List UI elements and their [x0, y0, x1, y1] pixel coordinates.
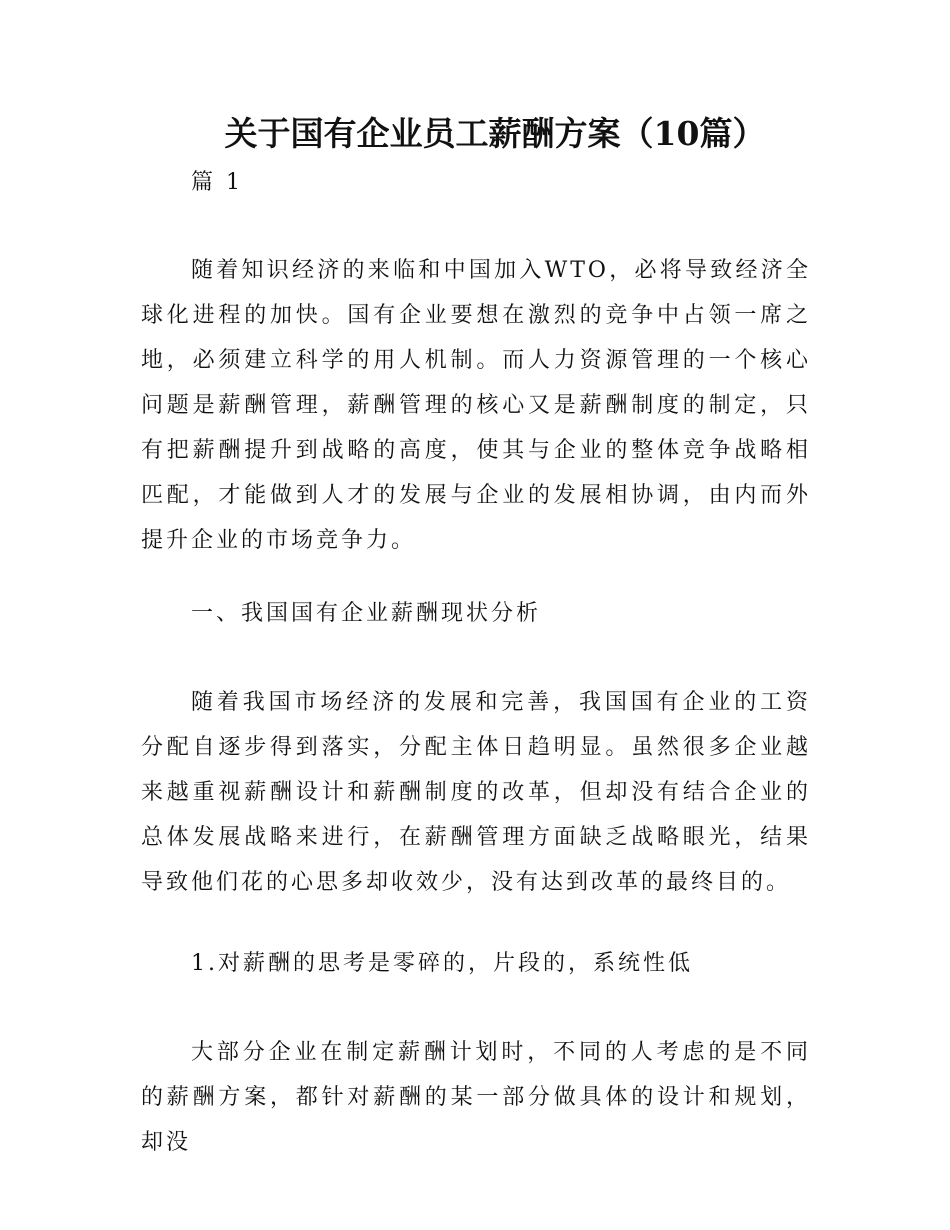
section-label: 篇 1: [191, 170, 243, 195]
document-title: 关于国有企业员工薪酬方案（10篇）: [224, 114, 766, 153]
paragraph-fragmented: 大部分企业在制定薪酬计划时，不同的人考虑的是不同的薪酬方案，都针对薪酬的某一部分做具体的设计和规划，却没: [141, 1040, 811, 1155]
section-heading-1: 一、我国国有企业薪酬现状分析: [191, 601, 542, 626]
subsection-heading-1: 1.对薪酬的思考是零碎的，片段的，系统性低: [191, 951, 693, 976]
paragraph-current-status: 随着我国市场经济的发展和完善，我国国有企业的工资分配自逐步得到落实，分配主体日趋明显。虽然很多企业越来越重视薪酬设计和薪酬制度的改革，但却没有结合企业的总体发展战略来进行，在薪酬管理方面缺乏战略眼光，结果导致他们花的心思多却收效少，没有达到改革的最终目的。: [141, 690, 811, 895]
paragraph-intro: 随着知识经济的来临和中国加入WTO，必将导致经济全球化进程的加快。国有企业要想在激烈的竞争中占领一席之地，必须建立科学的用人机制。而人力资源管理的一个核心问题是薪酬管理，薪酬管理的核心又是薪酬制度的制定，只有把薪酬提升到战略的高度，使其与企业的整体竞争战略相匹配，才能做到人才的发展与企业的发展相协调，由内而外提升企业的市场竞争力。: [141, 258, 811, 553]
